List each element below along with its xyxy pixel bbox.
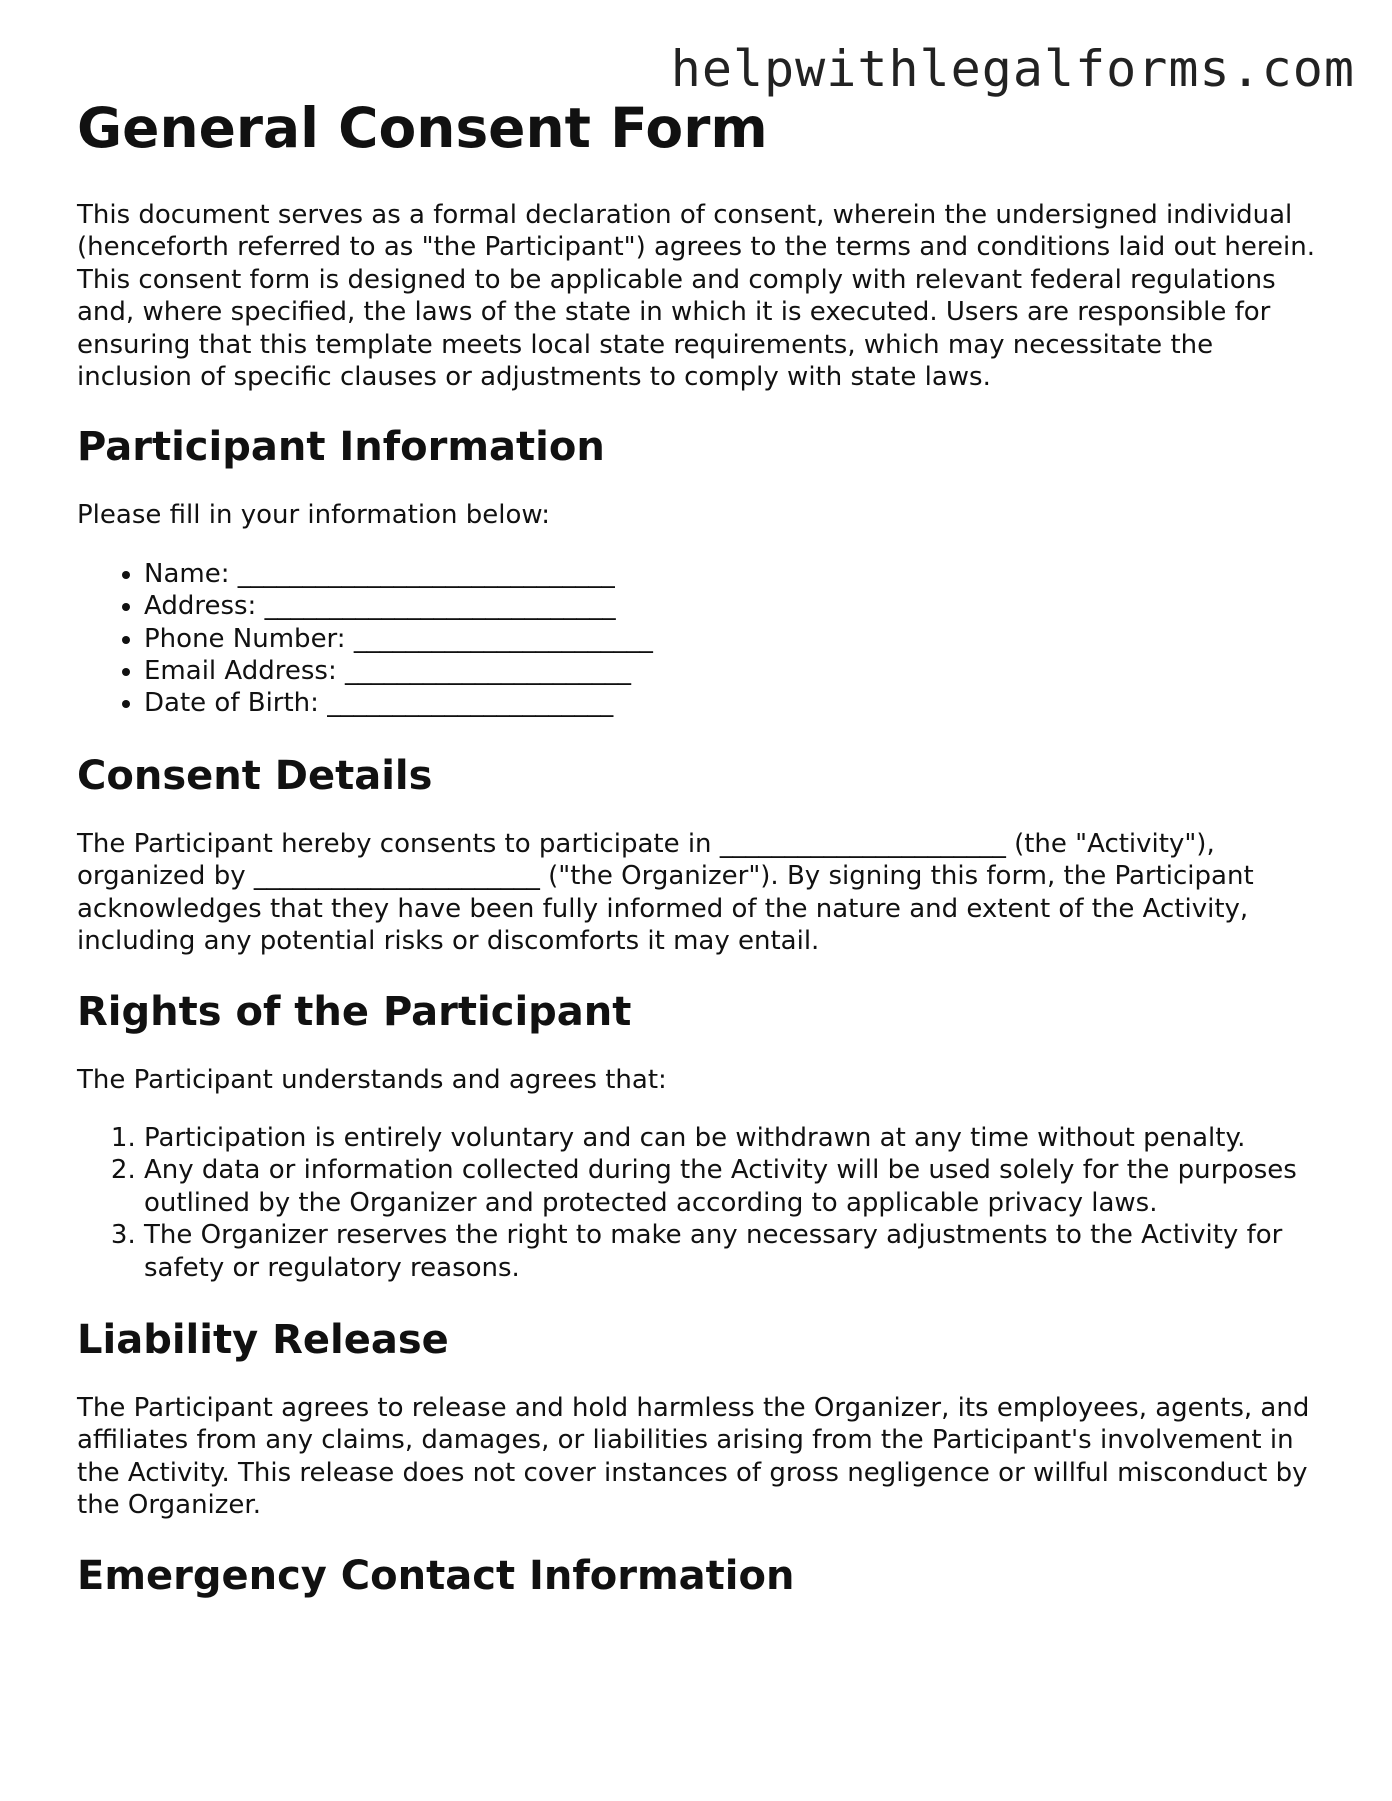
consent-text-part2: (the "Activity"), organized by [77,828,1215,892]
page-title: General Consent Form [77,96,768,160]
consent-details-paragraph [77,828,1327,958]
field-phone [144,623,1327,655]
field-address [144,590,1327,622]
rights-item: 3. The Organizer reserves the right to make any necessary adjustments to the Activity for safety or regulatory reasons. [144,1219,1327,1284]
activity-blank[interactable]: ______________________ [719,828,1006,859]
rights-intro: The Participant understands and agrees that: [77,1064,667,1095]
field-name [144,558,1327,590]
emergency-contact-heading: Emergency Contact Information [77,1552,795,1599]
phone-blank[interactable]: _______________________ [353,623,653,654]
participant-info-instruction: Please fill in your information below: [77,500,550,531]
consent-text-part1: The Participant hereby consents to participate in [77,828,720,859]
site-watermark: helpwithlegalforms.com [670,40,1355,98]
field-label: Phone Number: [144,623,346,654]
participant-info-heading: Participant Information [77,424,605,471]
participant-fields-list [77,558,1327,720]
rights-list [77,1122,1327,1284]
rights-item: 1. Participation is entirely voluntary and can be withdrawn at any time without penalty. [144,1122,1327,1154]
name-blank[interactable]: _____________________________ [237,558,615,589]
email-blank[interactable]: ______________________ [344,656,631,687]
liability-paragraph: The Participant agrees to release and hold harmless the Organizer, its employees, agents, and affiliates from any claims, damages, or liabilities arising from the Participant's involvement in the Activity. This release does not cover instances of gross negligence or willful misconduct by the Organizer. [77,1392,1310,1521]
field-dob [144,687,1327,719]
organizer-blank[interactable]: ______________________ [253,861,540,892]
dob-blank[interactable]: ______________________ [327,688,614,719]
intro-paragraph: This document serves as a formal declaration of consent, wherein the undersigned individual (henceforth referred to as "the Participant") agrees to the terms and conditions laid out herein. This consent form is designed to be applicable and comply with relevant federal regulations and, where specified, the laws of the state in which it is executed. Users are responsible for ensuring that this template meets local state requirements, which may necessitate the inclusion of specific clauses or adjustments to comply with state laws. [77,200,1315,393]
document-body [77,95,1327,1602]
rights-item: 2. Any data or information collected during the Activity will be used solely for the purposes outlined by the Organizer and protected according to applicable privacy laws. [144,1154,1327,1219]
consent-text-part3: ("the Organizer"). By signing this form, the Participant acknowledges that they have been fully informed of the nature and extent of the Activity, including any potential risks or discomforts it may entail. [77,861,1254,957]
field-label: Address: [144,591,257,622]
field-label: Name: [144,558,230,589]
field-email [144,655,1327,687]
liability-heading: Liability Release [77,1316,449,1363]
rights-heading: Rights of the Participant [77,988,632,1035]
field-label: Date of Birth: [144,688,319,719]
consent-details-heading: Consent Details [77,752,433,799]
address-blank[interactable]: ___________________________ [264,591,616,622]
field-label: Email Address: [144,656,337,687]
